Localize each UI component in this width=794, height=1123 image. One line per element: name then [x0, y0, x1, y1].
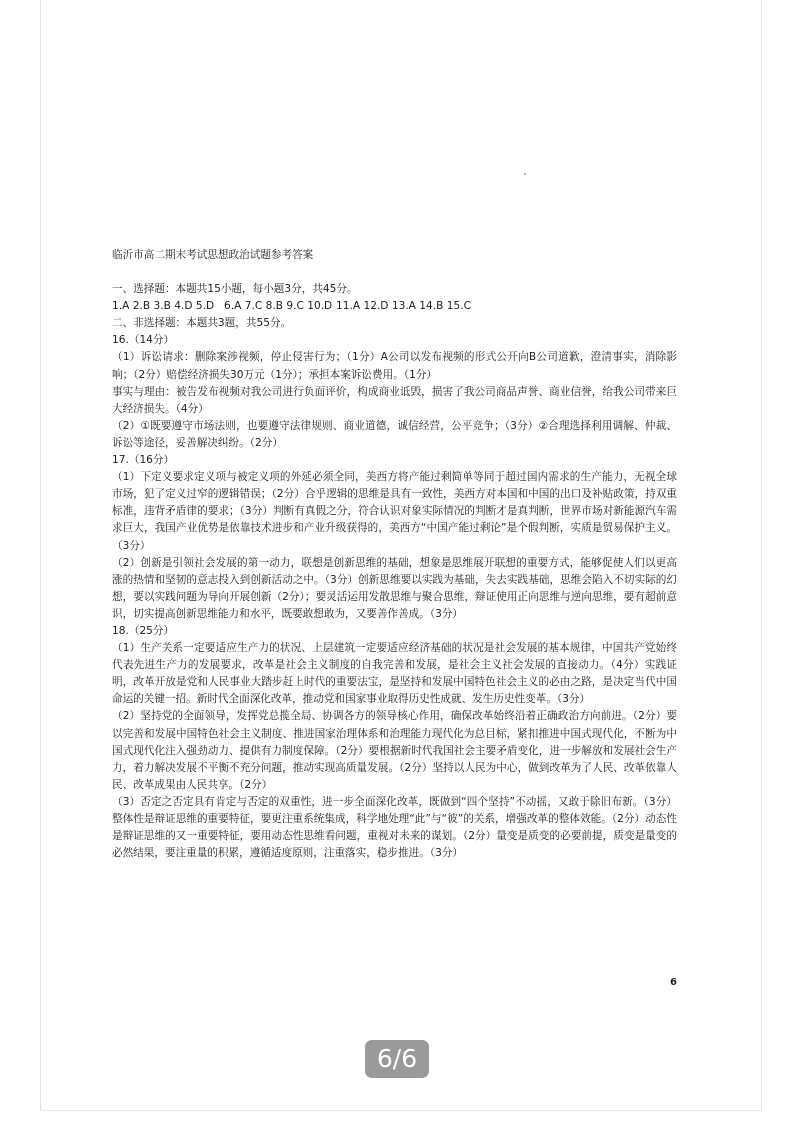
- q17-paragraph: （2）创新是引领社会发展的第一动力，联想是创新思维的基础，想象是思维展开联想的重要方式，能够促使人们以更高涨的热情和坚韧的意志投入到创新活动之中。（3分）创新思维要以实践为基础，失去实践基础，思维会陷入不切实际的幻想，要以实践问题为导向开展创新（2分）；要灵活运用发散思维与聚合思维，辩证使用正向思维与逆向思维，要有超前意识，切实提高创新思维能力和水平，既要敢想敢为，又要善作善成。（3分）: [112, 556, 677, 620]
- q16-paragraph: 事实与理由：被告发布视频对我公司进行负面评价，构成商业诋毁，损害了我公司商品声誉、商业信誉，给我公司带来巨大经济损失。（4分）: [112, 385, 677, 415]
- q17-heading: 17.（16分）: [112, 454, 175, 467]
- q18-heading: 18.（25分）: [112, 624, 175, 637]
- answer-key-content: [112, 247, 677, 862]
- section2-heading: 二、非选择题：本题共3题，共55分。: [112, 317, 292, 330]
- q18-paragraph: （2）坚持党的全面领导，发挥党总揽全局、协调各方的领导核心作用，确保改革始终沿着正确政治方向前进。（2分）要以完善和发展中国特色社会主义制度、推进国家治理体系和治理能力现代化为总目标，紧扣推进中国式现代化，不断为中国式现代化注入强劲动力、提供有力制度保障。（2分）要根据新时代我国社会主要矛盾变化，进一步解放和发展社会生产力，着力解决发展不平衡不充分问题，推动实现高质量发展。（2分）坚持以人民为中心，做到改革为了人民、改革依靠人民、改革成果由人民共享。（2分）: [112, 710, 677, 791]
- q18-paragraph: （1）生产关系一定要适应生产力的状况、上层建筑一定要适应经济基础的状况是社会发展的基本规律，中国共产党始终代表先进生产力的发展要求，改革是社会主义制度的自我完善和发展，是社会主义社会发展的直接动力。（4分）实践证明，改革开放是党和人民事业大踏步赶上时代的重要法宝，是坚持和发展中国特色社会主义的必由之路，是决定当代中国命运的关键一招。新时代全面深化改革，推动党和国家事业取得历史性成就、发生历史性变革。（3分）: [112, 642, 677, 706]
- q18-paragraph: （3）否定之否定具有肯定与否定的双重性，进一步全面深化改革，既做到“四个坚持”不动摇，又敢于除旧布新。（3分）整体性是辩证思维的重要特征，要更注重系统集成，科学地处理“此”与“彼”的关系，增强改革的整体效能。（2分）动态性是辩证思维的又一重要特征，要用动态性思维看问题，重视对未来的谋划。（2分）量变是质变的必要前提，质变是量变的必然结果，要注重量的积累，遵循适度原则，注重落实，稳步推进。（3分）: [112, 795, 677, 860]
- section1-heading: 一、选择题：本题共15小题，每小题3分，共45分。: [112, 283, 358, 296]
- q16-paragraph: （1）诉讼请求：删除案涉视频，停止侵害行为；（1分）A公司以发布视频的形式公开向B公司道歉，澄清事实，消除影响；（2分）赔偿经济损失30万元（1分）；承担本案诉讼费用。（1分）: [112, 351, 677, 381]
- page-indicator: 6/6: [365, 1040, 429, 1078]
- q17-paragraph: （1）下定义要求定义项与被定义项的外延必须全同，美西方将产能过剩简单等同于超过国内需求的生产能力，无视全球市场，犯了定义过窄的逻辑错误；（2分）合乎逻辑的思维是具有一致性，美西方对本国和中国的出口及补贴政策，持双重标准，违背矛盾律的要求；（3分）判断有真假之分，符合认识对象实际情况的判断才是真判断，世界市场对新能源汽车需求巨大，我国产业优势是依靠技术进步和产业升级获得的，美西方“中国产能过剩论”是个假判断，实质是贸易保护主义。（3分）: [112, 471, 677, 552]
- mc-answers-group-3: 11.A 12.D 13.A 14.B 15.C: [336, 300, 472, 313]
- mc-answers-row: [112, 298, 677, 315]
- stray-dot: [524, 173, 526, 175]
- page-number: 6: [670, 977, 677, 988]
- mc-answers-group-2: 6.A 7.C 8.B 9.C 10.D: [224, 300, 333, 313]
- q16-heading: 16.（14分）: [112, 334, 175, 347]
- document-title: 临沂市高二期末考试思想政治试题参考答案: [112, 249, 314, 261]
- mc-answers-group-1: 1.A 2.B 3.B 4.D 5.D: [112, 300, 215, 313]
- q16-paragraph: （2）①既要遵守市场法则，也要遵守法律规则、商业道德，诚信经营，公平竞争；（3分）②合理选择利用调解、仲裁、诉讼等途径，妥善解决纠纷。（2分）: [112, 419, 677, 449]
